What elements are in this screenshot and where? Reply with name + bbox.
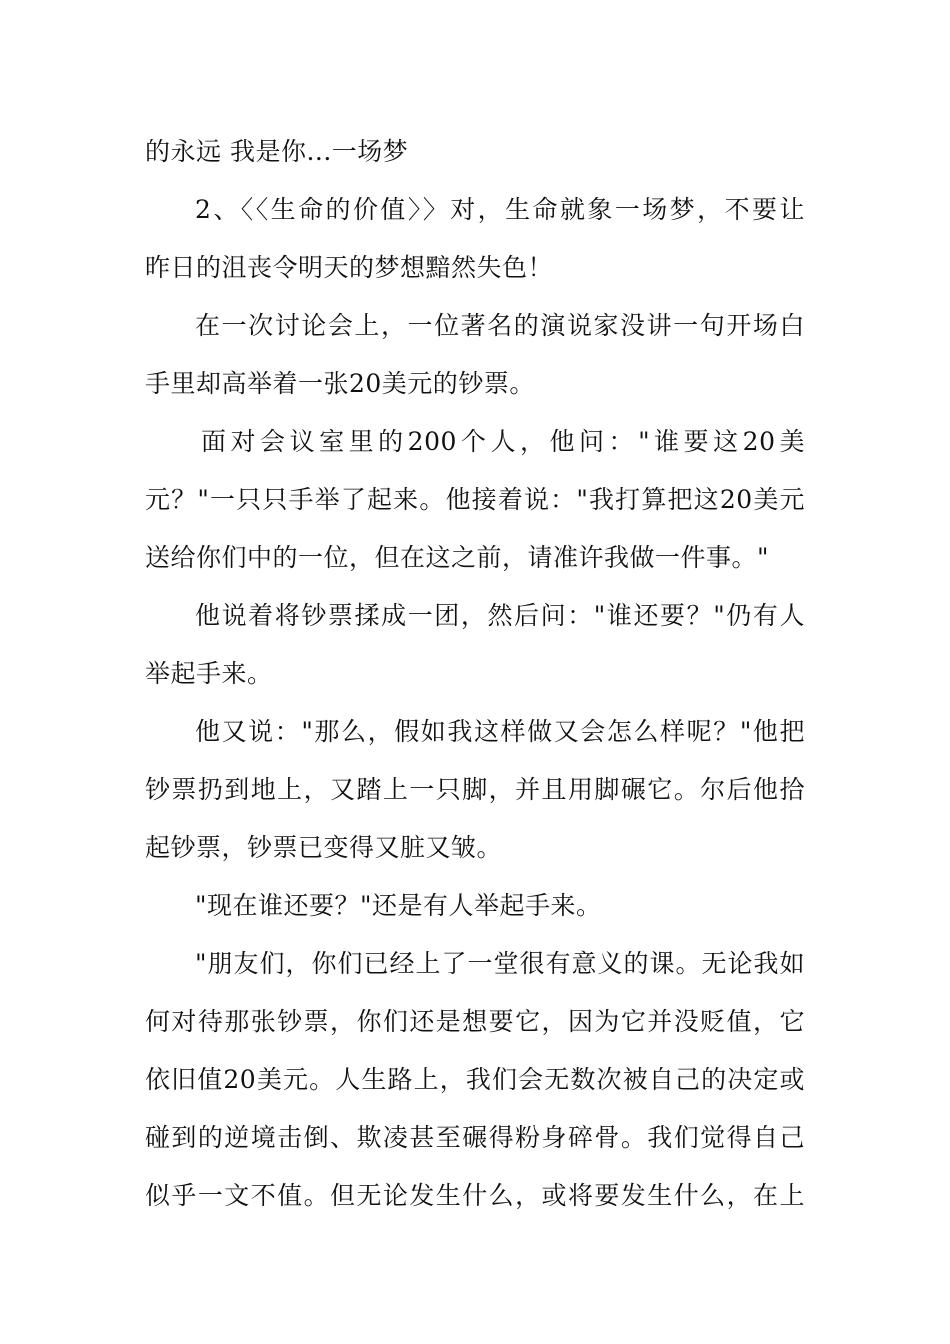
text-line: 在一次讨论会上，一位著名的演说家没讲一句开场白: [195, 311, 805, 340]
text-line: 似乎一文不值。但无论发生什么，或将要发生什么，在上: [145, 1181, 805, 1210]
text-line: "朋友们，你们已经上了一堂很有意义的课。无论我如: [195, 949, 805, 978]
text-line: 他说着将钞票揉成一团，然后问："谁还要？"仍有人: [195, 601, 805, 630]
text-line: 碰到的逆境击倒、欺凌甚至碾得粉身碎骨。我们觉得自己: [145, 1123, 805, 1152]
text-line: 送给你们中的一位，但在这之前，请准许我做一件事。": [145, 543, 770, 572]
text-line: 依旧值20美元。人生路上，我们会无数次被自己的决定或: [145, 1065, 805, 1094]
text-line: 元？"一只只手举了起来。他接着说："我打算把这20美元: [145, 485, 805, 514]
text-line: 手里却高举着一张20美元的钞票。: [145, 369, 535, 398]
text-line: 2、〈〈生命的价值〉〉对，生命就象一场梦，不要让: [195, 195, 805, 224]
text-line: 举起手来。: [145, 659, 273, 688]
text-line: 钞票扔到地上，又踏上一只脚，并且用脚碾它。尔后他拾: [145, 775, 805, 804]
text-line: 起钞票，钞票已变得又脏又皱。: [145, 833, 503, 862]
text-line: 何对待那张钞票，你们还是想要它，因为它并没贬值，它: [145, 1007, 805, 1036]
text-line: 的永远 我是你...一场梦: [145, 137, 409, 166]
text-line: "现在谁还要？"还是有人举起手来。: [195, 891, 602, 920]
text-line: 昨日的沮丧令明天的梦想黯然失色！: [145, 253, 554, 282]
text-line: 面对会议室里的200个人，他问："谁要这20美: [201, 427, 805, 456]
text-line: 他又说："那么，假如我这样做又会怎么样呢？"他把: [195, 717, 805, 746]
